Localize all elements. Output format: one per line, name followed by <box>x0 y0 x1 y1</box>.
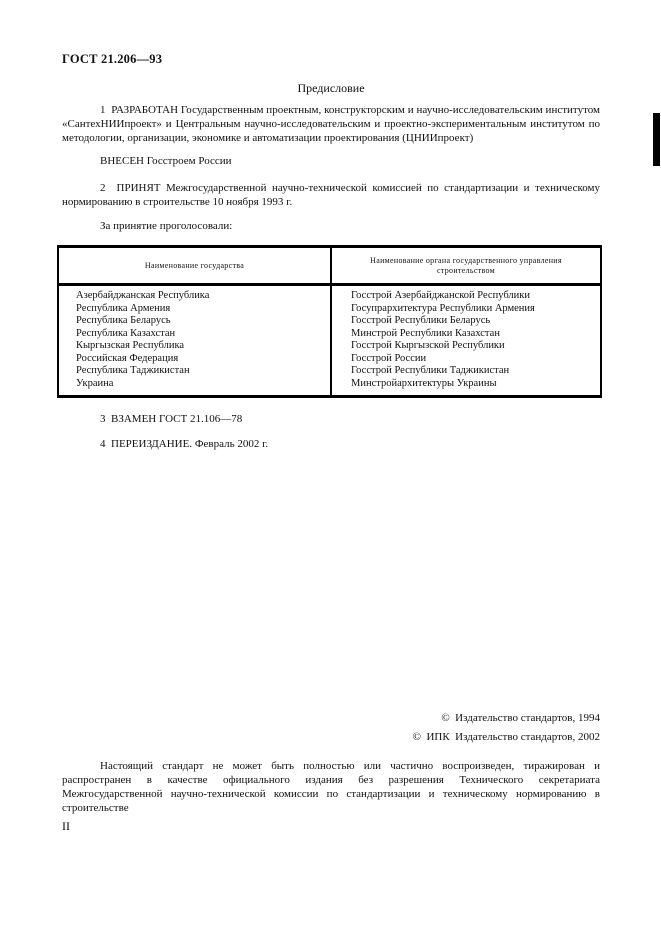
copyright-block <box>62 709 600 747</box>
foreword-item-1: 1 РАЗРАБОТАН Государственным проектным, конструкторским и научно-исследовательским институтом «СантехНИИпроект» и Центральным научно-исследовательским и проектно-экспериментальным институтом по методологии, организации, экономике и автоматизации проектирования (ЦНИИпроект) <box>62 104 600 144</box>
table-cell: Госстрой Республики Таджикистан <box>331 365 601 378</box>
page-number: II <box>62 819 70 833</box>
table-cell: Украина <box>58 378 331 397</box>
foreword-submitted: ВНЕСЕН Госстроем России <box>100 155 232 167</box>
vote-intro: За принятие проголосовали: <box>100 220 233 232</box>
vote-table-body <box>58 285 601 397</box>
foreword-item-2: 2 ПРИНЯТ Межгосударственной научно-технической комиссией по стандартизации и техническому нормированию в строительстве 10 ноября 1993 г. <box>62 182 600 208</box>
scan-edge-mark <box>653 113 660 166</box>
table-cell: Госстрой Республики Беларусь <box>331 315 601 328</box>
table-cell: Госстрой Азербайджанской Республики <box>331 285 601 303</box>
table-row <box>58 315 601 328</box>
page-title: Предисловие <box>297 81 365 95</box>
column-header-state: Наименование государства <box>58 247 331 285</box>
table-cell: Республика Таджикистан <box>58 365 331 378</box>
column-header-authority: Наименование органа государственного управления строительством <box>331 247 601 285</box>
table-cell: Минстройархитектуры Украины <box>331 378 601 397</box>
table-row <box>58 328 601 341</box>
table-row <box>58 303 601 316</box>
table-header-row <box>58 247 601 285</box>
foreword-item-4: 4 ПЕРЕИЗДАНИЕ. Февраль 2002 г. <box>100 438 269 450</box>
copyright-line-2002: © ИПК Издательство стандартов, 2002 <box>412 731 600 743</box>
legal-notice: Настоящий стандарт не может быть полностью или частично воспроизведен, тиражирован и распространен в качестве официального издания без разрешения Технического секретариата Межгосударственной научно-технической комиссии по стандартизации и техническому нормированию в строительстве <box>62 760 600 814</box>
table-cell: Республика Казахстан <box>58 328 331 341</box>
table-row <box>58 378 601 397</box>
table-cell: Госупрархитектура Республики Армения <box>331 303 601 316</box>
table-cell: Минстрой Республики Казахстан <box>331 328 601 341</box>
vote-table-header <box>58 247 601 285</box>
table-row <box>58 340 601 353</box>
table-row <box>58 353 601 366</box>
document-id: ГОСТ 21.206—93 <box>62 52 163 66</box>
table-row <box>58 365 601 378</box>
copyright-line-1994: © Издательство стандартов, 1994 <box>441 712 600 724</box>
table-cell: Госстрой России <box>331 353 601 366</box>
foreword-item-3: 3 ВЗАМЕН ГОСТ 21.106—78 <box>100 413 243 425</box>
table-cell: Кыргызская Республика <box>58 340 331 353</box>
table-cell: Республика Армения <box>58 303 331 316</box>
table-cell: Госстрой Кыргызской Республики <box>331 340 601 353</box>
table-row <box>58 285 601 303</box>
table-cell: Республика Беларусь <box>58 315 331 328</box>
vote-table <box>57 245 602 398</box>
table-cell: Азербайджанская Республика <box>58 285 331 303</box>
table-cell: Российская Федерация <box>58 353 331 366</box>
